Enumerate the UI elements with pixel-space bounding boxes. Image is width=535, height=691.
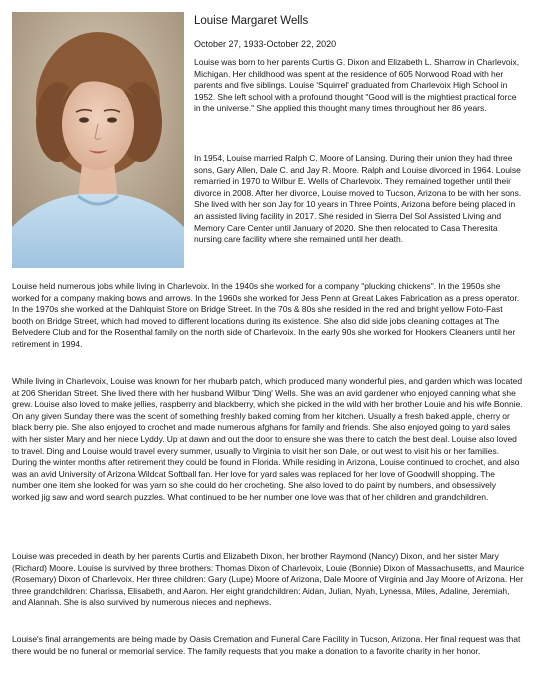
paragraph-career: Louise held numerous jobs while living in Charlevoix. In the 1940s she worked for a company "plucking chickens". In the 1950s she worked for a company making bows and arrows. In the 1960s she worked for Jess Penn at Great Lakes Fabrication as a press operator. In the 1970s she worked at the Dahlquist Store on Bridge Street. In the 70s & 80s she resided in the red and bright yellow Foto-Fast booth on Bridge Street, which had moved to different locations during its existence. She also did side jobs cleaning cottages at The Belvedere Club and for the Rosenthal family on the north side of Charlevoix. In the early 90s she worked for Hookers Cleaners until her retirement in 1994. (12, 281, 520, 349)
paragraph-early-life: Louise was born to her parents Curtis G. Dixon and Elizabeth L. Sharrow in Charlevoix, Michigan. Her childhood was spent at the residence of 605 Norwood Road with her parents and five siblings. Louise 'Squirrel' graduated from Charlevoix High School in 1952. She left school with a profound thought "Good will is the mightiest practical force in the universe." She applied this thought many times throughout her 86 years. (194, 57, 520, 114)
obituary-name: Louise Margaret Wells (194, 15, 309, 27)
paragraph-arrangements: Louise's final arrangements are being made by Oasis Cremation and Funeral Care Facility in Tucson, Arizona. Her final request was that there would be no funeral or memorial service. The family requests that you make a donation to a favorite charity in her honor. (12, 634, 521, 656)
paragraph-marriage: In 1954, Louise married Ralph C. Moore of Lansing. During their union they had three sons, Gary Allen, Dale C. and Jay R. Moore. Ralph and Louise divorced in 1964. Louise remarried in 1970 to Wilbur E. Wells of Charlevoix. They remained together until their divorce in 2008. After her divorce, Louise moved to Tucson, Arizona to be with her sons. She lived with her son Jay for 10 years in Three Points, Arizona before being placed in an assisted living facility in 2017. She resided in Sierra Del Sol Assisted Living and Memory Care Center until January of 2020. She then relocated to Casa Theresita nursing care facility where she remained until her death. (194, 153, 522, 245)
paragraph-hobbies: While living in Charlevoix, Louise was known for her rhubarb patch, which produced many wonderful pies, and garden which was located at 206 Sheridan Street. She lived there with her husband Wilbur 'Ding' Wells. She was an avid gardener who enjoyed canning what she grew. Louise also loved to make jellies, raspberry and blackberry, which she picked in the wild with her brother Louie and his wife Bonnie. On any given Sunday there was the scent of something freshly baked coming from her kitchen. Usually a fresh baked apple, cherry or black berry pie. She also enjoyed to crochet and made numerous afghans for family and friends. She also enjoyed going to yard sales with her sister Mary and her niece Lyddy. Up at dawn and out the door to ensure she was there to catch the best deal. Louise also loved to travel. Ding and Louise would travel every summer, usually to Virginia to visit her son Dale, or out west to visit his or her families. During the winter months after retirement they could be found in Florida. While residing in Arizona, Louise continued to crochet, and also was an avid University of Arizona Wildcat Softball fan. Her love for yard sales was replaced for her love of Goodwill shopping. The number one item she looked for was yarn so she could do her crocheting. She also loved to do paint by numbers, and obsessively worked jig saw and word search puzzles. What continued to be her number one love was that of her children and grandchildren. (12, 376, 523, 502)
obituary-dates: October 27, 1933-October 22, 2020 (194, 39, 337, 49)
portrait-photo (12, 12, 184, 268)
paragraph-family: Louise was preceded in death by her parents Curtis and Elizabeth Dixon, her brother Raymond (Nancy) Dixon, and her sister Mary (Richard) Moore. Louise is survived by three brothers: Thomas Dixon of Charlevoix, Louie (Bonnie) Dixon of Massachusetts, and Maurice (Rosemary) Dixon of Charlevoix. Her three children: Gary (Lupe) Moore of Arizona, Dale Moore of Virginia and Jay Moore of Arizona. Her three grandchildren: Charissa, Elisabeth, and Aaron. Her eight grandchildren: Aidan, Julian, Nyah, Lynessa, Miles, Adaline, Jeremiah, and Alannah. She is also survived by numerous nieces and nephews. (12, 551, 525, 608)
